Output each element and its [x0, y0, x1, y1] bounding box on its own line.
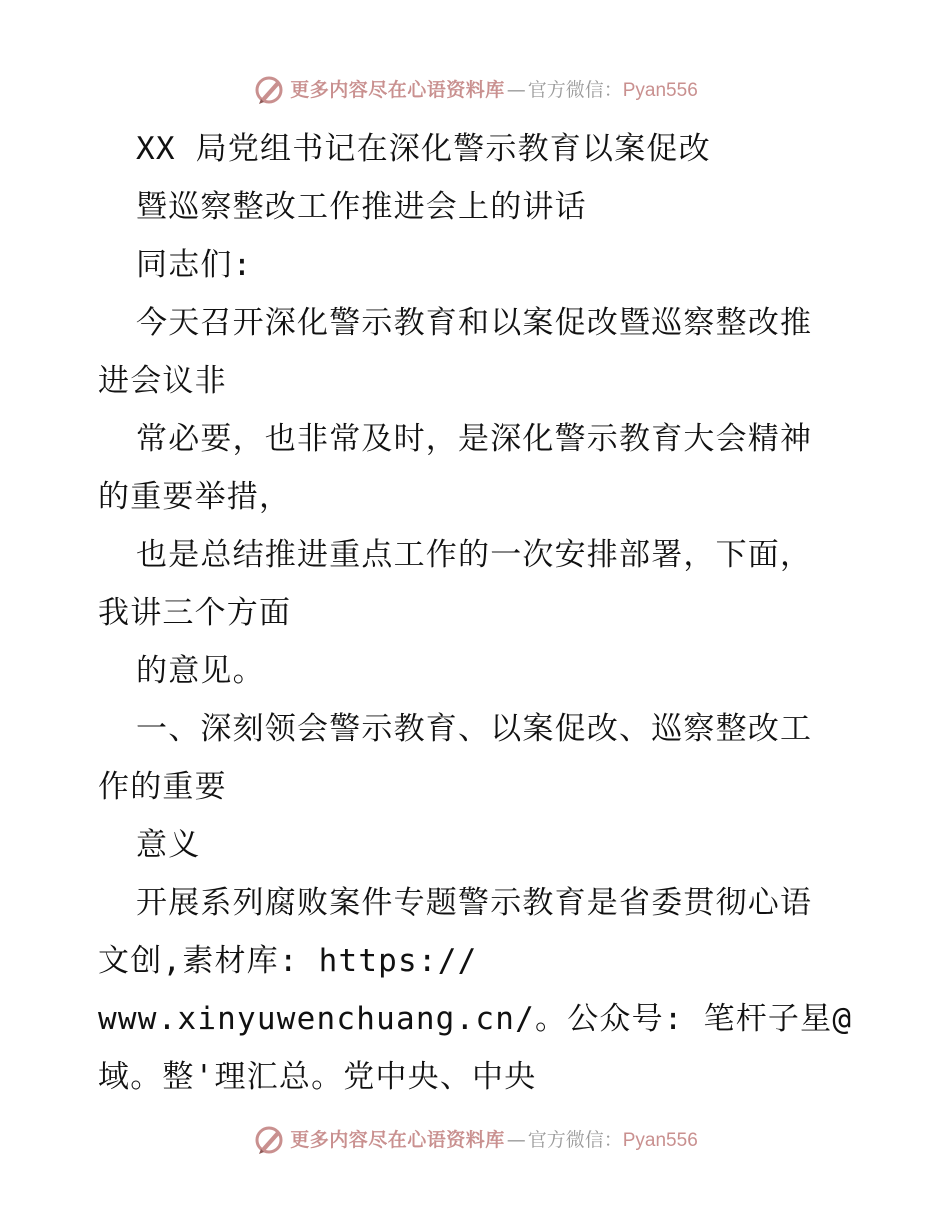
doc-paragraph-line: 开展系列腐败案件专题警示教育是省委贯彻心语 — [136, 885, 813, 921]
doc-paragraph-line: 进会议非 — [98, 363, 227, 399]
doc-paragraph-line: 域。整'理汇总。党中央、中央 — [98, 1059, 537, 1095]
doc-paragraph-line: 也是总结推进重点工作的一次安排部署，下面， — [136, 537, 813, 573]
pen-logo-icon — [252, 1123, 286, 1157]
pen-logo-icon — [252, 73, 286, 107]
banner-main-text: 更多内容尽在心语资料库 — [290, 1128, 505, 1151]
doc-salutation: 同志们: — [136, 247, 253, 283]
document-body — [98, 120, 858, 1106]
doc-section-heading-line: 意义 — [136, 827, 201, 863]
doc-title-line-1: XX 局党组书记在深化警示教育以案促改 — [136, 131, 711, 167]
doc-paragraph-line: 的意见。 — [136, 653, 265, 689]
banner-label-text: 官方微信： — [527, 78, 623, 101]
doc-section-heading-line: 作的重要 — [98, 769, 227, 805]
banner-separator: — — [506, 78, 526, 101]
banner-main-text: 更多内容尽在心语资料库 — [290, 78, 505, 101]
banner-wechat-id: Pyan556 — [622, 79, 698, 101]
doc-section-heading-line: 一、深刻领会警示教育、以案促改、巡察整改工 — [136, 711, 813, 747]
doc-title-line-2: 暨巡察整改工作推进会上的讲话 — [136, 189, 587, 225]
doc-paragraph-line: 今天召开深化警示教育和以案促改暨巡察整改推 — [136, 305, 813, 341]
doc-paragraph-line: www.xinyuwenchuang.cn/。公众号: 笔杆子星@ — [98, 1001, 853, 1037]
doc-paragraph-line: 我讲三个方面 — [98, 595, 292, 631]
banner-separator: — — [506, 1128, 526, 1151]
header-watermark-banner — [0, 70, 950, 110]
banner-label-text: 官方微信： — [527, 1128, 623, 1151]
footer-watermark-banner — [0, 1120, 950, 1160]
doc-paragraph-line: 文创,素材库: https:// — [98, 943, 478, 979]
doc-paragraph-line: 的重要举措， — [98, 479, 292, 515]
banner-wechat-id: Pyan556 — [622, 1129, 698, 1151]
doc-paragraph-line: 常必要，也非常及时，是深化警示教育大会精神 — [136, 421, 813, 457]
